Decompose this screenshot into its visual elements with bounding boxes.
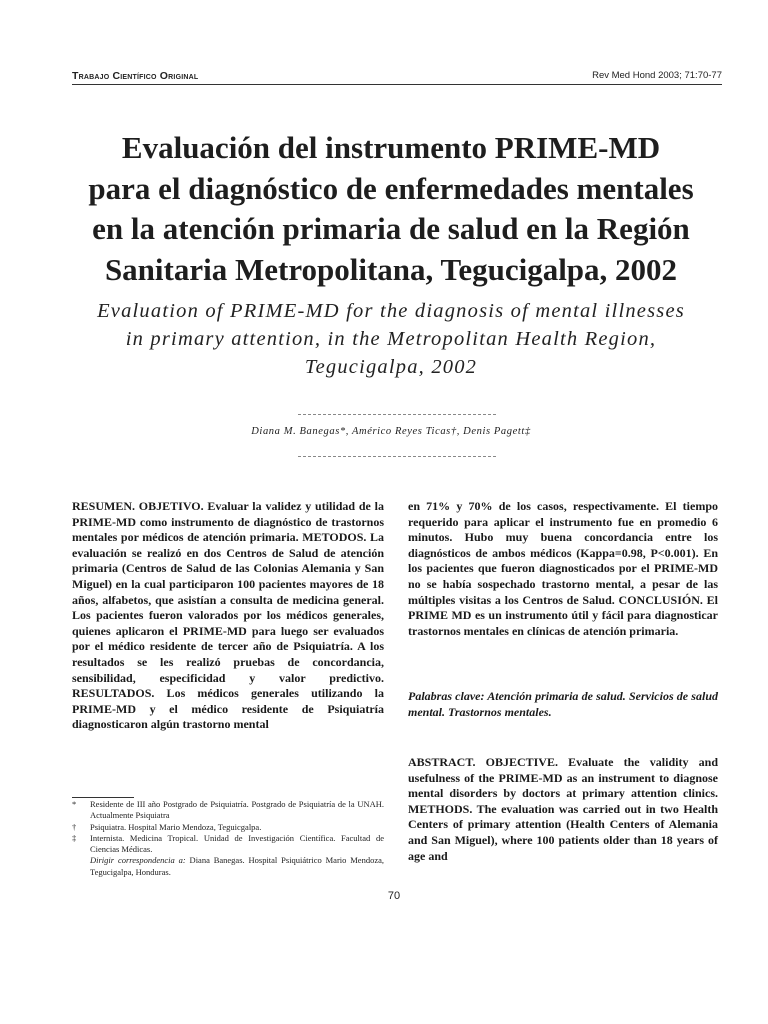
footnote bbox=[72, 822, 384, 833]
footnote-rule bbox=[72, 797, 134, 798]
title-line: en la atención primaria de salud en la Región bbox=[92, 211, 690, 246]
article-title bbox=[50, 128, 732, 290]
english-title bbox=[60, 297, 722, 381]
footnote-text: Internista. Medicina Tropical. Unidad de Investigación Científica. Facultad de Ciencias Médicas. bbox=[90, 832, 384, 855]
correspondence-label: Dirigir correspondencia a: bbox=[90, 855, 186, 866]
footnote-text: Psiquiatra. Hospital Mario Mendoza, Teguicgalpa. bbox=[90, 821, 262, 832]
subtitle-line: Tegucigalpa, 2002 bbox=[304, 356, 478, 378]
footnote-symbol: † bbox=[72, 821, 77, 832]
resumen-continued: en 71% y 70% de los casos, respectivamente. El tiempo requerido para aplicar el instrumento fue en promedio 6 minutos. Hubo muy buena concordancia entre los diagnósticos de ambos médicos (Kappa=0.98, P<0.001). En los pacientes que fueron diagnosticados por el PRIME-MD no se había sospechado trastorno mental, a pesar de las múltiples visitas a los Centros de Salud. CONCLUSIÓN. El PRIME MD es un instrumento útil y fácil para diagnosticar trastornos mentales en clínicas de atención primaria. bbox=[408, 499, 718, 638]
title-line: Evaluación del instrumento PRIME-MD bbox=[121, 130, 661, 165]
page-number: 70 bbox=[387, 890, 401, 902]
footnote-symbol: ‡ bbox=[72, 832, 77, 843]
correspondence bbox=[72, 855, 384, 878]
subtitle-line: Evaluation of PRIME-MD for the diagnosis of mental illnesses bbox=[97, 300, 685, 322]
resumen-paragraph: RESUMEN. OBJETIVO. Evaluar la validez y utilidad de la PRIME-MD como instrumento de diagnóstico de trastornos mentales por médicos de atención primaria. METODOS. La evaluación se realizó en dos Centros de Salud de atención primaria (Centros de Salud de las Colonias Alemania y San Miguel) en la cual participaron 100 pacientes mayores de 18 años, alfabetos, que asistían a consulta de medicina general. Los pacientes fueron valorados por los médicos generales, quienes aplicaron el PRIME-MD para luego ser evaluados por el médico residente de tercer año de Psiquiatría. A los resultados se les realizó pruebas de concordancia, sensibilidad, especificidad y valor predictivo. RESULTADOS. Los médicos generales utilizando la PRIME-MD y el médico residente de Psiquiatría diagnosticaron algún trastorno mental bbox=[72, 499, 384, 732]
subtitle-line: in primary attention, in the Metropolitan Health Region, bbox=[125, 328, 657, 350]
author-rule-bottom bbox=[298, 456, 496, 457]
title-line: para el diagnóstico de enfermedades mentales bbox=[88, 170, 694, 206]
section-label: Trabajo Científico Original bbox=[72, 70, 199, 82]
author-rule-top bbox=[298, 414, 496, 415]
footnote-symbol: * bbox=[72, 799, 77, 809]
title-line: Sanitaria Metropolitana, Tegucigalpa, 2002 bbox=[104, 251, 678, 287]
correspondence-text: Diana Banegas. Hospital Psiquiátrico Mario Mendoza, Tegucigalpa, Honduras. bbox=[90, 855, 384, 877]
abstract-paragraph: ABSTRACT. OBJECTIVE. Evaluate the validity and usefulness of the PRIME-MD as an instrument to diagnose mental disorders by doctors at primary attention clinics. METHODS. The evaluation was carried out in two Health Centers of primary attention (Health Centers of Alemania and San Miguel), where 100 patients older than 18 years of age and bbox=[408, 755, 718, 863]
author-list: Diana M. Banegas*, Américo Reyes Ticas†, Denis Pagett‡ bbox=[251, 426, 531, 437]
footnote bbox=[72, 799, 384, 822]
keywords: Palabras clave: Atención primaria de salud. Servicios de salud mental. Trastornos mentales. bbox=[408, 689, 718, 719]
header-rule bbox=[72, 84, 722, 85]
footnotes bbox=[72, 799, 384, 878]
footnote bbox=[72, 833, 384, 856]
journal-citation: Rev Med Hond 2003; 71:70-77 bbox=[592, 70, 722, 81]
footnote-text: Residente de III año Postgrado de Psiquiatría. Postgrado de Psiquiatría de la UNAH. Actualmente Psiquiatra bbox=[90, 799, 384, 821]
